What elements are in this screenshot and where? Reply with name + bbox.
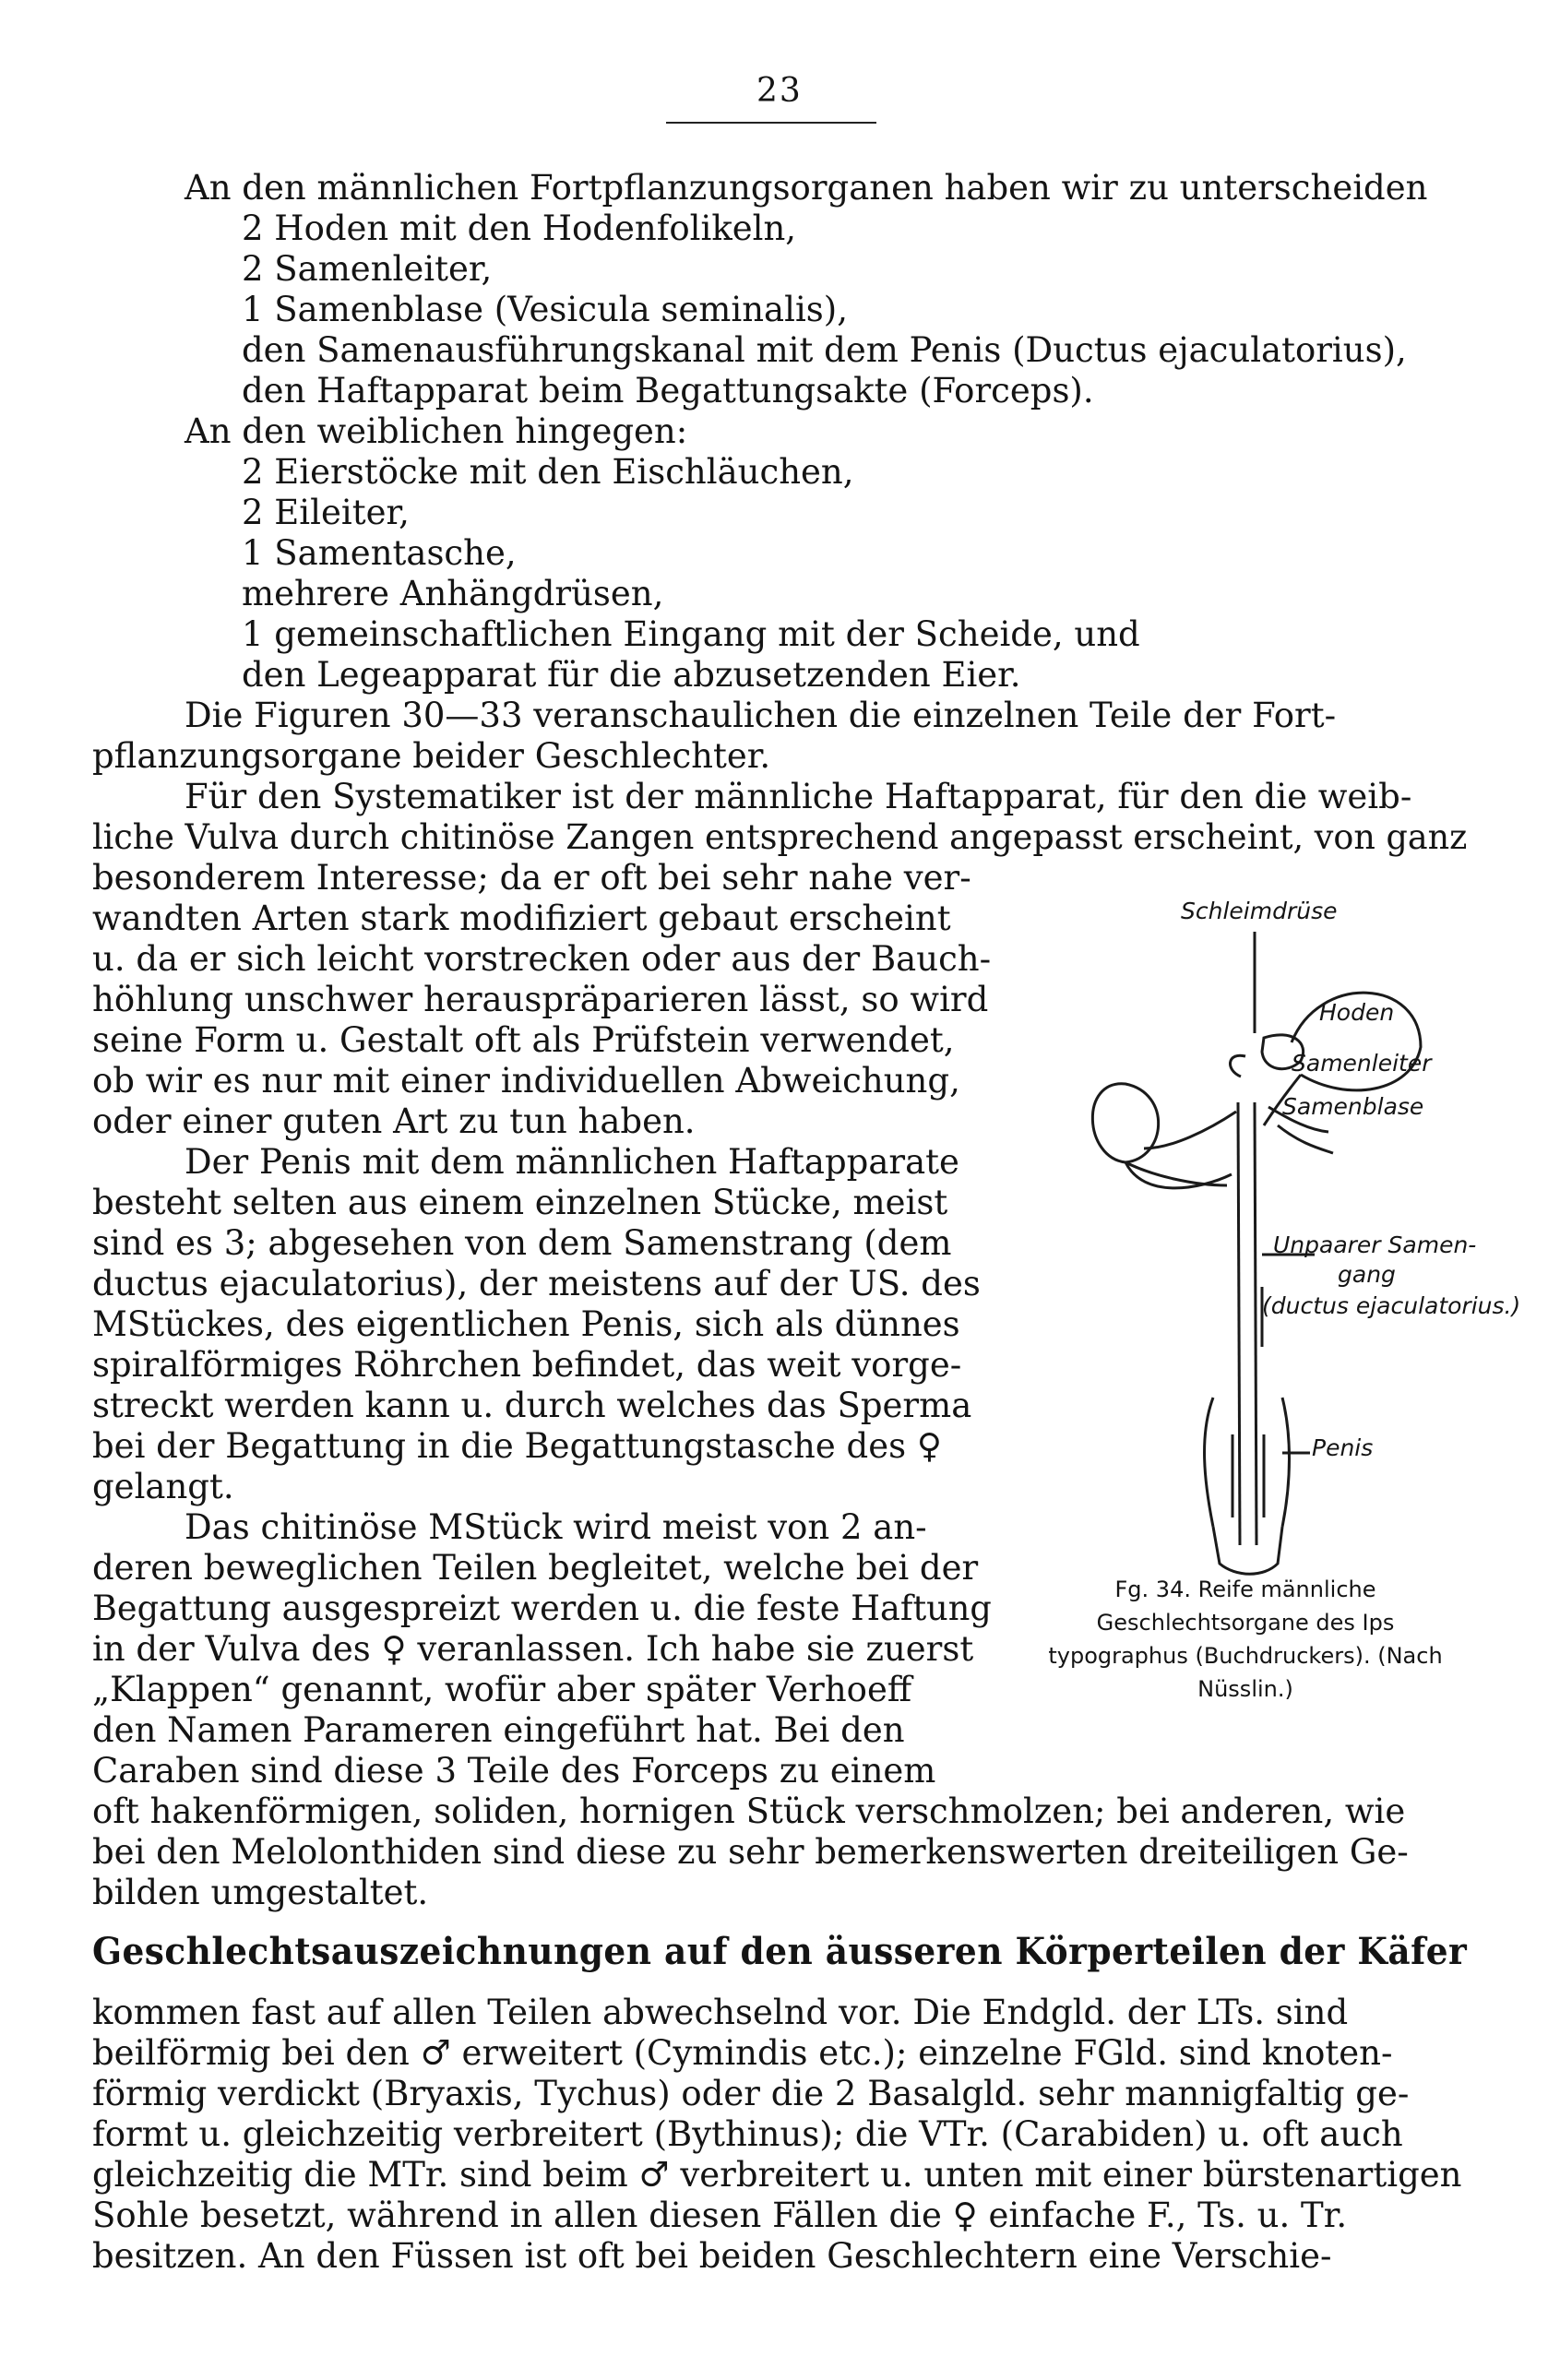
text-line: deren beweglichen Teilen begleitet, welche bei der: [92, 1548, 979, 1588]
text-line: Der Penis mit dem männlichen Haftapparate: [185, 1142, 959, 1182]
text-line: Caraben sind diese 3 Teile des Forceps zu einem: [92, 1751, 936, 1791]
text-line: den Samenausführungskanal mit dem Penis (Ductus ejaculatorius),: [242, 330, 1407, 370]
text-line: Das chitinöse MStück wird meist von 2 an-: [185, 1507, 927, 1547]
text-line: formt u. gleichzeitig verbreitert (Bythinus); die VTr. (Carabiden) u. oft auch: [92, 2114, 1403, 2154]
label-samenblase: Samenblase: [1282, 1093, 1424, 1120]
text-line: ob wir es nur mit einer individuellen Abweichung,: [92, 1061, 960, 1101]
label-penis: Penis: [1312, 1434, 1374, 1461]
header-rule: [666, 122, 876, 124]
text-line: förmig verdickt (Bryaxis, Tychus) oder die 2 Basalgld. sehr mannigfaltig ge-: [92, 2074, 1410, 2113]
text-line: Für den Systematiker ist der männliche Haftapparat, für den die weib-: [185, 777, 1412, 816]
text-line: „Klappen“ genannt, wofür aber später Verhoeff: [92, 1670, 912, 1709]
text-line: 1 gemeinschaftlichen Eingang mit der Scheide, und: [242, 614, 1140, 654]
text-line: 2 Samenleiter,: [242, 249, 493, 289]
text-line: besteht selten aus einem einzelnen Stücke, meist: [92, 1183, 948, 1222]
figure-caption: Fg. 34. Reife männliche Geschlechtsorgane des Ips typographus (Buchdruckers). (Nach Nüsslin.): [1048, 1577, 1443, 1702]
text-line: den Namen Parameren eingeführt hat. Bei den: [92, 1710, 905, 1750]
label-schleimdruese: Schleimdrüse: [1181, 898, 1338, 924]
text-line: An den weiblichen hingegen:: [185, 411, 688, 451]
text-line: den Legeapparat für die abzusetzenden Eier.: [242, 655, 1021, 695]
text-line: Sohle besetzt, während in allen diesen Fällen die ♀ einfache F., Ts. u. Tr.: [92, 2196, 1348, 2235]
text-line: spiralförmiges Röhrchen befindet, das weit vorge-: [92, 1345, 962, 1385]
text-line: besonderem Interesse; da er oft bei sehr nahe ver-: [92, 858, 971, 898]
text-line: u. da er sich leicht vorstrecken oder aus der Bauch-: [92, 939, 992, 979]
label-samenleiter: Samenleiter: [1292, 1050, 1432, 1077]
text-line: beilförmig bei den ♂ erweitert (Cymindis etc.); einzelne FGld. sind knoten-: [92, 2033, 1393, 2073]
text-line: MStückes, des eigentlichen Penis, sich als dünnes: [92, 1304, 960, 1344]
text-line: sind es 3; abgesehen von dem Samenstrang (dem: [92, 1223, 952, 1263]
text-line: in der Vulva des ♀ veranlassen. Ich habe sie zuerst: [92, 1629, 974, 1669]
text-line: bei der Begattung in die Begattungstasche des ♀: [92, 1426, 942, 1466]
label-unpaarer-1: Unpaarer Samen-: [1273, 1232, 1477, 1258]
text-line: gelangt.: [92, 1467, 234, 1506]
text-line: mehrere Anhängdrüsen,: [242, 574, 664, 613]
text-line: 2 Eileiter,: [242, 493, 410, 532]
text-line: besitzen. An den Füssen ist oft bei beiden Geschlechtern eine Verschie-: [92, 2236, 1332, 2276]
section-heading: Geschlechtsauszeichnungen auf den äusseren Körperteilen der Käfer: [92, 1930, 1468, 1973]
text-line: gleichzeitig die MTr. sind beim ♂ verbreitert u. unten mit einer bürstenartigen: [92, 2155, 1462, 2195]
text-line: 2 Eierstöcke mit den Eischläuchen,: [242, 452, 854, 492]
text-line: An den männlichen Fortpflanzungsorganen haben wir zu unterscheiden: [185, 168, 1428, 208]
text-line: 2 Hoden mit den Hodenfolikeln,: [242, 208, 797, 248]
text-line: Die Figuren 30—33 veranschaulichen die einzelnen Teile der Fort-: [185, 696, 1337, 735]
text-line: den Haftapparat beim Begattungsakte (Forceps).: [242, 371, 1094, 411]
text-line: 1 Samenblase (Vesicula seminalis),: [242, 290, 848, 329]
text-line: wandten Arten stark modifiziert gebaut erscheint: [92, 898, 951, 938]
text-line: seine Form u. Gestalt oft als Prüfstein verwendet,: [92, 1020, 955, 1060]
text-line: kommen fast auf allen Teilen abwechselnd vor. Die Endgld. der LTs. sind: [92, 1993, 1349, 2032]
page-number: 23: [756, 72, 803, 110]
text-line: pflanzungsorgane beider Geschlechter.: [92, 736, 771, 776]
text-line: oft hakenförmigen, soliden, hornigen Stück verschmolzen; bei anderen, wie: [92, 1791, 1406, 1831]
text-line: bei den Melolonthiden sind diese zu sehr bemerkenswerten dreiteiligen Ge-: [92, 1832, 1409, 1872]
text-line: oder einer guten Art zu tun haben.: [92, 1101, 696, 1141]
figure-34: [1015, 881, 1521, 1619]
label-ductus: (ductus ejaculatorius.): [1262, 1292, 1521, 1319]
text-line: Begattung ausgespreizt werden u. die feste Haftung: [92, 1589, 992, 1628]
text-line: höhlung unschwer herauspräparieren lässt, so wird: [92, 980, 989, 1019]
text-line: 1 Samentasche,: [242, 533, 517, 573]
text-line: streckt werden kann u. durch welches das Sperma: [92, 1386, 972, 1425]
label-unpaarer-2: gang: [1338, 1261, 1396, 1288]
text-line: liche Vulva durch chitinöse Zangen entsprechend angepasst erscheint, von ganz: [92, 817, 1468, 857]
text-line: ductus ejaculatorius), der meistens auf der US. des: [92, 1264, 981, 1303]
label-hoden: Hoden: [1319, 999, 1395, 1026]
text-line: bilden umgestaltet.: [92, 1873, 429, 1912]
